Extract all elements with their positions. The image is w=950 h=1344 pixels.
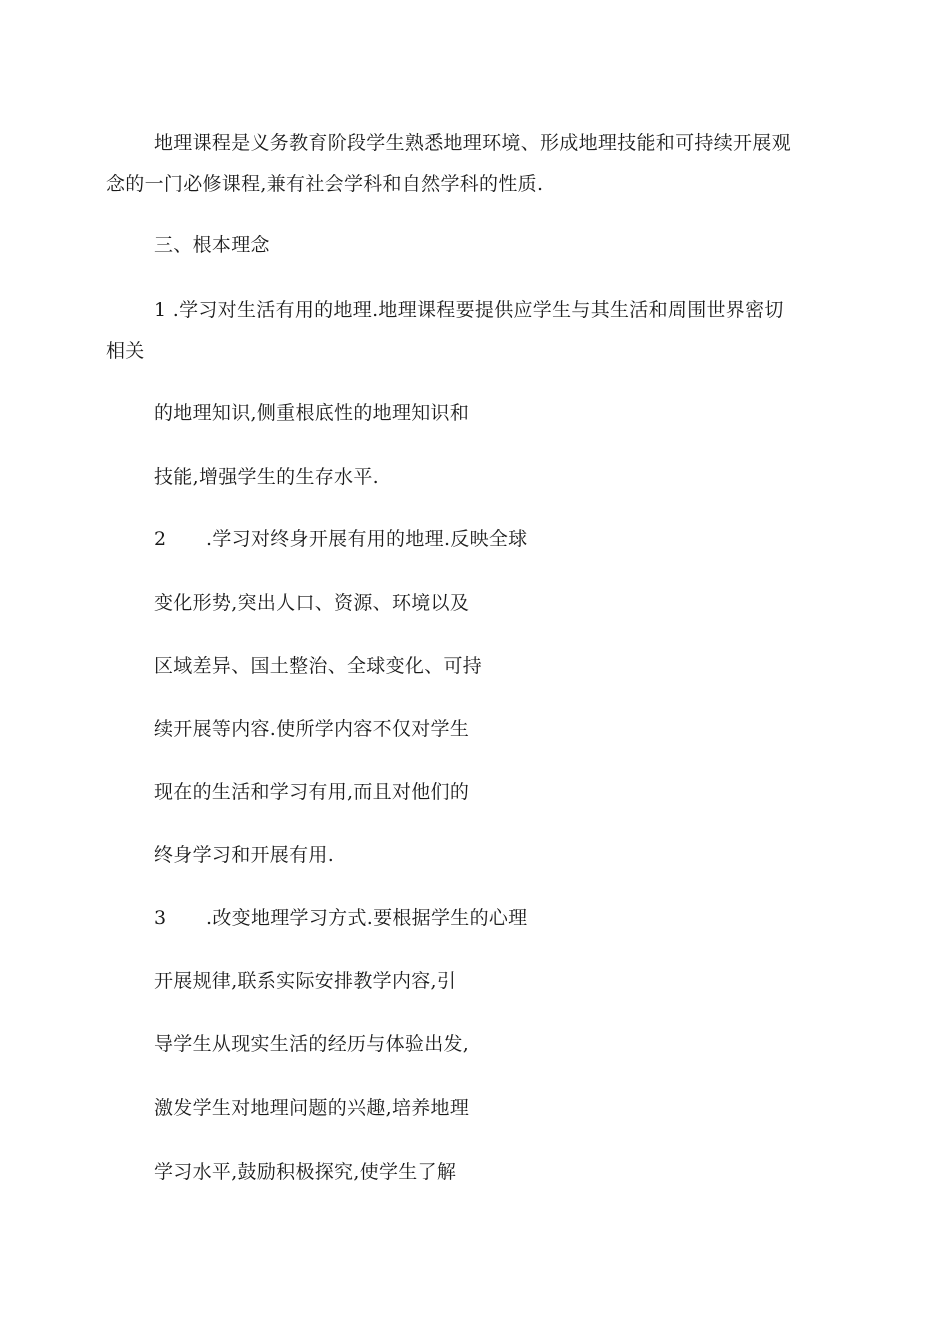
item-line: 学习水平,鼓励积极探究,使学生了解 (154, 1161, 457, 1183)
item-text: .改变地理学习方式.要根据学生的心理 (206, 907, 528, 929)
item-line: 的地理知识,侧重根底性的地理知识和 (154, 402, 470, 424)
item-line: 激发学生对地理问题的兴趣,培养地理 (154, 1097, 470, 1119)
item-line: 导学生从现实生活的经历与体验出发, (154, 1033, 470, 1055)
item-line: 开展规律,联系实际安排教学内容,引 (154, 970, 457, 992)
item-number: 3 (154, 907, 167, 929)
item-line: 终身学习和开展有用. (154, 844, 335, 866)
item-line: 变化形势,突出人口、资源、环境以及 (154, 592, 470, 614)
item-line (154, 527, 527, 551)
paragraph-line: 地理课程是义务教育阶段学生熟悉地理环境、形成地理技能和可持续开展观 (154, 132, 791, 154)
item-line: 续开展等内容.使所学内容不仅对学生 (154, 718, 470, 740)
section-heading: 三、根本理念 (154, 234, 270, 256)
item-line: 相关 (106, 340, 145, 362)
paragraph-line: 念的一门必修课程,兼有社会学科和自然学科的性质. (106, 173, 544, 195)
item-line: 1 .学习对生活有用的地理.地理课程要提供应学生与其生活和周围世界密切 (154, 299, 784, 321)
item-line: 现在的生活和学习有用,而且对他们的 (154, 781, 470, 803)
item-text: .学习对终身开展有用的地理.反映全球 (206, 528, 528, 550)
item-line (154, 906, 527, 930)
item-line: 区域差异、国土整治、全球变化、可持 (154, 655, 483, 677)
item-number: 2 (154, 528, 167, 550)
item-line: 技能,增强学生的生存水平. (154, 466, 379, 488)
